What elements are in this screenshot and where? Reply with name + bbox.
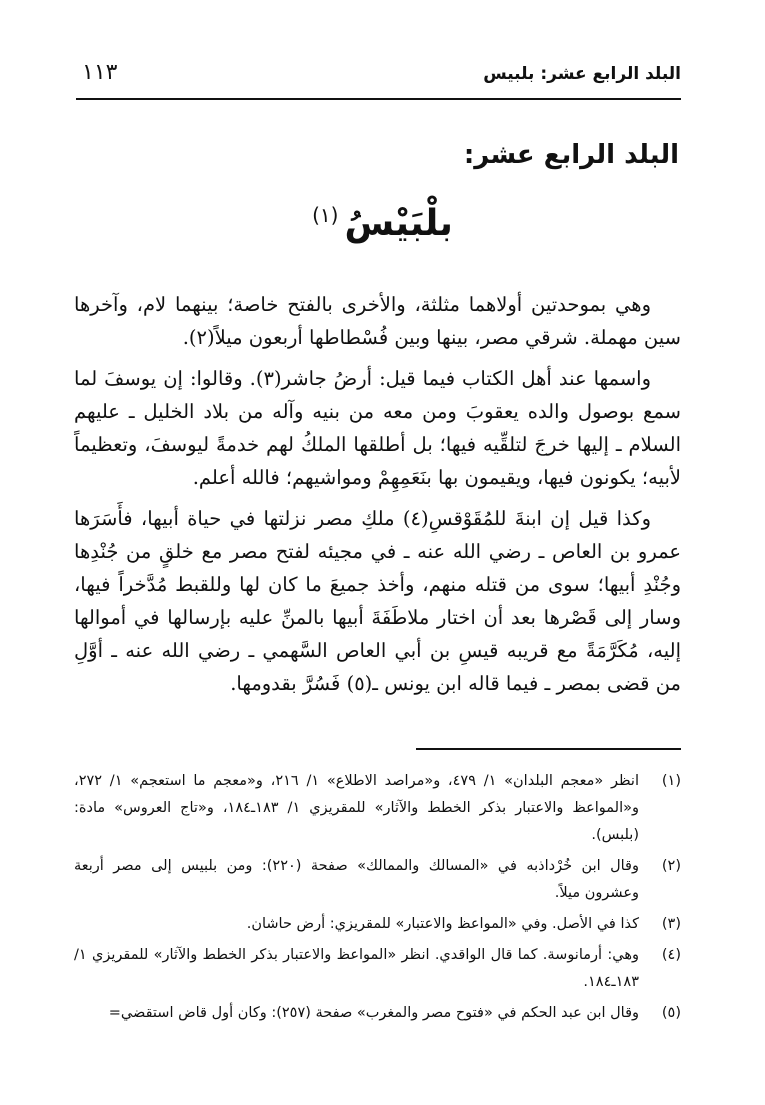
paragraph: وهي بموحدتين أولاهما مثلثة، والأخرى بالفتح خاصة؛ بينهما لام، وآخرها سين مهملة. شرقي مصر، بينها وبين فُسْطاطها أربعون ميلاً(٢). [74, 293, 681, 349]
footnote [74, 1000, 681, 1027]
footnote-number: (٥) [661, 1005, 681, 1021]
footnote [74, 942, 681, 996]
footnote-number: (١) [661, 773, 681, 789]
entry-title-text: بلْبَيْسُ [344, 203, 453, 244]
page-number: ١١٣ [82, 60, 118, 85]
footnote-text: وقال ابن عبد الحكم في «فتوح مصر والمغرب» صفحة (٢٥٧): وكان أول قاض استقضي= [108, 1005, 639, 1021]
footnote [74, 911, 681, 938]
section-heading: البلد الرابع عشر: [463, 140, 679, 170]
footnote [74, 853, 681, 907]
running-head [76, 58, 681, 100]
footnote-divider [416, 748, 681, 750]
footnote-number: (٤) [661, 947, 681, 963]
running-title: البلد الرابع عشر: بلبيس [483, 64, 681, 84]
paragraph: واسمها عند أهل الكتاب فيما قيل: أرضُ جاشر(٣). وقالوا: إن يوسفَ لما سمع بوصول والده يعقوبَ ومن معه من بنيه وآله من بلاد الخليل ـ عليهم السلام ـ إليها خرجَ لتلقِّيه فيها؛ بل أطلقها الملكُ لهم خدمةً ليوسفَ، وتعظيماً لأبيه؛ يكونون فيها، ويقيمون بها بنَعَمِهِمْ ومواشيهم؛ فالله أعلم. [74, 367, 681, 489]
footnote-number: (٣) [661, 916, 681, 932]
main-text [74, 288, 681, 700]
footnote-number: (٢) [661, 858, 681, 874]
footnote-text: كذا في الأصل. وفي «المواعظ والاعتبار» للمقريزي: أرض حاشان. [246, 916, 639, 932]
footnote-ref-1: (١) [312, 203, 339, 227]
footnotes [74, 768, 681, 1031]
footnote [74, 768, 681, 849]
footnote-text: وهي: أرمانوسة. كما قال الواقدي. انظر «المواعظ والاعتبار بذكر الخطط والآثار» للمقريزي ١/ ١٨٣ـ١٨٤. [74, 947, 639, 990]
paragraph: وكذا قيل إن ابنةَ للمُقَوْقسِ(٤) ملكِ مصر نزلتها في حياة أبيها، فأَسَرَها عمرو بن العاص ـ رضي الله عنه ـ في مجيئه لفتح مصر مع خلقٍ من جُنْدِها وجُنْدِ أبيها؛ سوى من قتله منهم، وأخذ جميعَ ما كان لها وللقبط مُدَّخراً فيها، وسار إلى قَصْرها بعد أن اختار ملاطَفَةَ أبيها بالمنِّ عليه بإرسالها في أموالها إليه، مُكَرَّمَةً مع قريبه قيسِ بن أبي العاص السَّهمي ـ رضي الله عنه ـ أوَّلِ من قضى بمصر ـ فيما قاله ابن يونس ـ(٥) فَسُرَّ بقدومها. [74, 507, 681, 695]
footnote-text: وقال ابن خُرْداذبه في «المسالك والممالك» صفحة (٢٢٠): ومن بلبيس إلى مصر أربعة وعشرون ميلاً. [74, 858, 639, 901]
entry-title [0, 203, 765, 244]
footnote-text: انظر «معجم البلدان» ١/ ٤٧٩، و«مراصد الاطلاع» ١/ ٢١٦، و«معجم ما استعجم» ١/ ٢٧٢، و«المواعظ والاعتبار بذكر الخطط والآثار» للمقريزي ١/ ١٨٣ـ١٨٤، و«تاج العروس» مادة: (بلبس). [74, 773, 639, 843]
